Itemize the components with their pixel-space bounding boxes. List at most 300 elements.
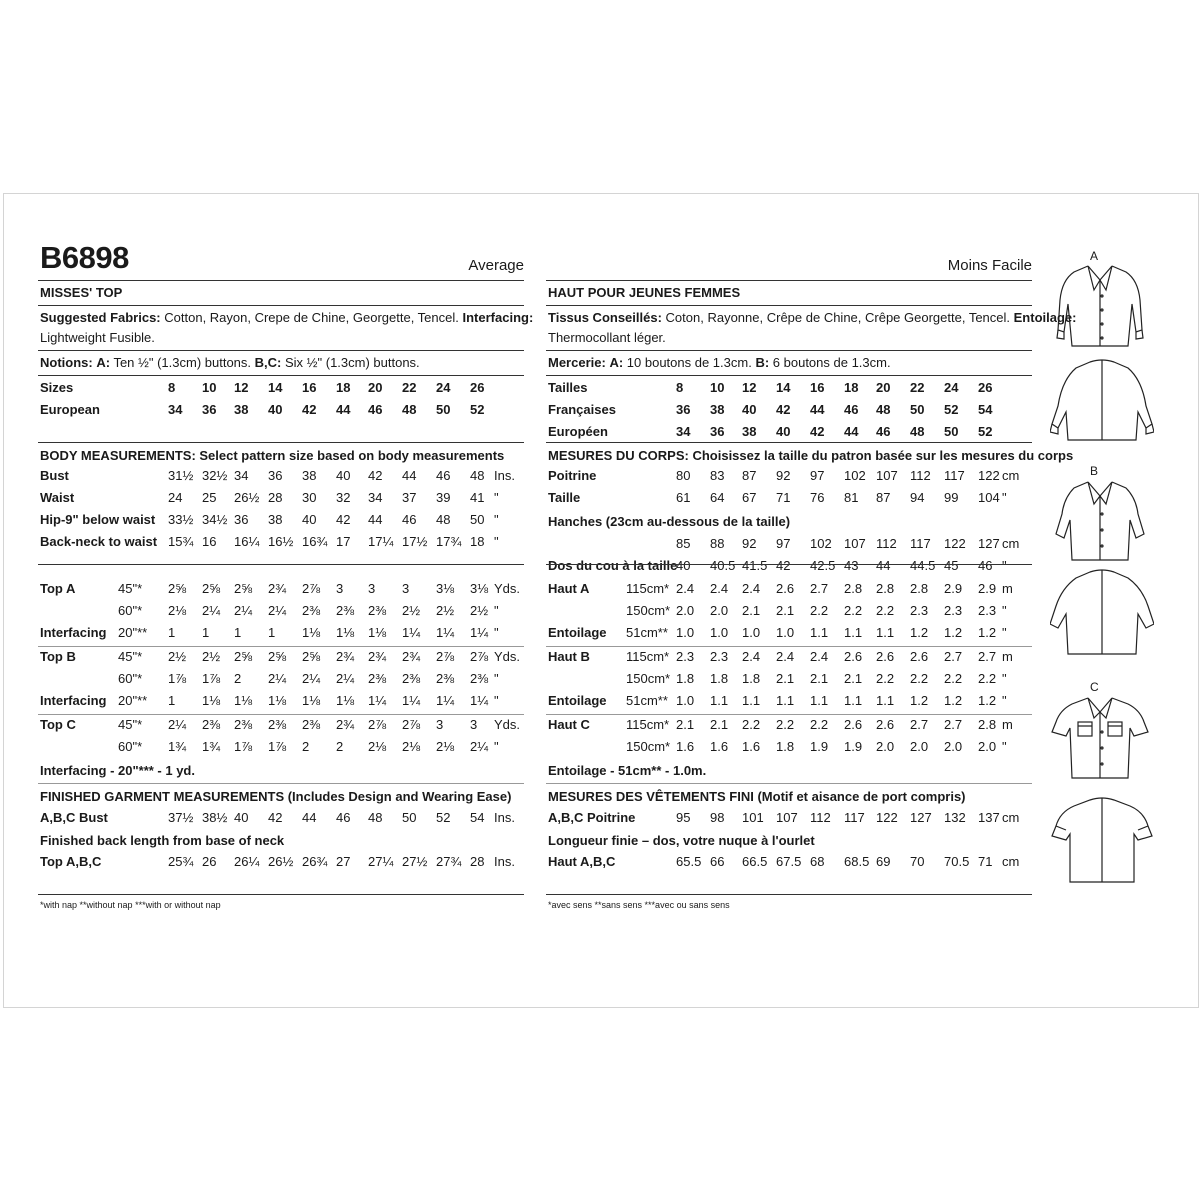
divider	[546, 375, 1032, 376]
table-cell: 1	[234, 625, 242, 640]
row-width: 45"*	[118, 649, 143, 664]
row-unit: "	[1002, 693, 1007, 708]
table-cell: 16¼	[234, 534, 260, 549]
table-cell: 2⅞	[368, 717, 387, 732]
table-row	[546, 739, 1032, 759]
table-row	[546, 380, 1032, 400]
table-cell: 42	[810, 424, 825, 439]
table-cell: 1.1	[876, 693, 895, 708]
fabrics-line: Suggested Fabrics: Cotton, Rayon, Crepe de Chine, Georgette, Tencel. Interfacing:	[40, 310, 534, 325]
row-width: 150cm*	[626, 603, 671, 618]
table-row	[546, 671, 1032, 691]
table-cell: 43	[844, 558, 859, 573]
table-row	[546, 581, 1032, 601]
table-cell: 2⅝	[234, 581, 253, 596]
footnote: *avec sens **sans sens ***avec ou sans sens	[548, 900, 730, 910]
row-label: Haut A	[548, 581, 590, 596]
table-cell: 2.2	[810, 717, 829, 732]
row-label: A,B,C Bust	[40, 810, 108, 825]
row-label: Entoilage	[548, 625, 607, 640]
table-cell: 1⅞	[168, 671, 187, 686]
table-cell: 122	[876, 810, 898, 825]
table-cell: 1⅛	[302, 625, 321, 640]
table-cell: 1.2	[978, 693, 997, 708]
table-cell: 42.5	[810, 558, 836, 573]
finished-measurements-heading: MESURES DES VÊTEMENTS FINI (Motif et aisance de port compris)	[548, 789, 966, 804]
table-cell: 24	[944, 380, 959, 395]
interfacing-c: Interfacing - 20"*** - 1 yd.	[40, 763, 195, 778]
table-cell: 1.0	[676, 625, 695, 640]
table-cell: 66	[710, 854, 725, 869]
table-cell: 1¼	[436, 693, 455, 708]
table-cell: 2.0	[978, 739, 997, 754]
table-cell: 101	[742, 810, 764, 825]
notions-line: Mercerie: A: 10 boutons de 1.3cm. B: 6 boutons de 1.3cm.	[548, 355, 891, 370]
table-cell: 30	[302, 490, 317, 505]
table-cell: 1⅞	[234, 739, 253, 754]
table-cell: 1.6	[742, 739, 761, 754]
table-cell: 2⅛	[402, 739, 421, 754]
table-cell: 2½	[470, 603, 489, 618]
row-unit: Ins.	[494, 810, 515, 825]
table-cell: 2.4	[810, 649, 829, 664]
table-cell: 3⅛	[436, 581, 455, 596]
table-cell: 44.5	[910, 558, 936, 573]
divider	[546, 783, 1032, 784]
table-cell: 32½	[202, 468, 228, 483]
row-width: 115cm*	[626, 649, 670, 664]
table-cell: 2¼	[336, 671, 355, 686]
table-cell: 1.2	[910, 693, 929, 708]
divider	[38, 564, 524, 565]
table-cell: 104	[978, 490, 1000, 505]
table-cell: 2.6	[844, 649, 863, 664]
row-label: Interfacing	[40, 693, 107, 708]
row-width: 20"**	[118, 693, 148, 708]
table-cell: 2.4	[676, 581, 695, 596]
table-cell: 2.2	[910, 671, 929, 686]
row-width: 20"**	[118, 625, 148, 640]
table-cell: 1⅞	[268, 739, 287, 754]
table-cell: 2⅜	[436, 671, 455, 686]
table-cell: 34½	[202, 512, 228, 527]
table-cell: 2¼	[202, 603, 221, 618]
divider	[546, 714, 1032, 715]
row-label: Haut A,B,C	[548, 854, 616, 869]
row-label: Européen	[548, 424, 608, 439]
row-label: Top A,B,C	[40, 854, 102, 869]
table-cell: 26¼	[234, 854, 260, 869]
row-label: Tailles	[548, 380, 588, 395]
table-cell: 2¾	[336, 649, 355, 664]
table-cell: 1⅛	[336, 625, 355, 640]
row-label: Interfacing	[40, 625, 107, 640]
table-cell: 2.9	[978, 581, 997, 596]
table-cell: 42	[302, 402, 317, 417]
table-cell: 26½	[268, 854, 294, 869]
interfacing-text: Lightweight Fusible.	[40, 330, 155, 345]
table-cell: 44	[302, 810, 317, 825]
row-label: Top A	[40, 581, 76, 596]
table-cell: 1.0	[776, 625, 795, 640]
row-label: Back-neck to waist	[40, 534, 158, 549]
body-measurements-heading: BODY MEASUREMENTS: Select pattern size based on body measurements	[40, 448, 505, 463]
table-cell: 45	[944, 558, 959, 573]
table-cell: 1¾	[168, 739, 187, 754]
table-cell: 25	[202, 490, 217, 505]
row-width: 115cm*	[626, 581, 670, 596]
table-cell: 48	[876, 402, 891, 417]
table-cell: 48	[368, 810, 383, 825]
table-cell: 2.3	[676, 649, 695, 664]
table-cell: 28	[268, 490, 283, 505]
table-cell: 2.0	[710, 603, 729, 618]
table-cell: 1.1	[844, 625, 863, 640]
row-width: 51cm**	[626, 625, 668, 640]
table-cell: 48	[402, 402, 417, 417]
table-cell: 17¾	[436, 534, 462, 549]
table-cell: 61	[676, 490, 691, 505]
row-width: 60"*	[118, 671, 143, 686]
row-unit: "	[1002, 671, 1007, 686]
table-cell: 95	[676, 810, 691, 825]
table-cell: 1	[202, 625, 210, 640]
table-cell: 1¼	[368, 693, 387, 708]
table-cell: 46	[368, 402, 383, 417]
table-cell: 2⅝	[168, 581, 187, 596]
table-cell: 40	[234, 810, 249, 825]
row-unit: m	[1002, 649, 1013, 664]
table-cell: 98	[710, 810, 725, 825]
table-cell: 40	[336, 468, 351, 483]
table-cell: 52	[978, 424, 993, 439]
table-cell: 1.1	[810, 625, 829, 640]
table-cell: 76	[810, 490, 825, 505]
table-cell: 1.6	[676, 739, 695, 754]
table-cell: 1¼	[402, 625, 421, 640]
table-cell: 2⅛	[368, 739, 387, 754]
row-unit: cm	[1002, 810, 1020, 825]
table-cell: 2.1	[776, 671, 795, 686]
table-cell: 2¾	[402, 649, 421, 664]
table-cell: 112	[910, 468, 931, 483]
table-cell: 1.8	[776, 739, 795, 754]
table-cell: 17	[336, 534, 351, 549]
table-cell: 36	[234, 512, 249, 527]
row-label: A,B,C Poitrine	[548, 810, 636, 825]
divider	[546, 894, 1032, 895]
row-width: 115cm*	[626, 717, 670, 732]
table-cell: 102	[844, 468, 866, 483]
row-unit: "	[1002, 558, 1007, 573]
table-cell: 2¼	[268, 603, 287, 618]
table-cell: 97	[776, 536, 791, 551]
table-cell: 38	[302, 468, 317, 483]
row-unit: m	[1002, 581, 1013, 596]
table-cell: 48	[910, 424, 925, 439]
table-cell: 2⅜	[302, 717, 321, 732]
table-cell: 2.6	[876, 717, 895, 732]
view-b-front-drawing	[1050, 476, 1150, 564]
divider	[546, 350, 1032, 351]
table-cell: 36	[202, 402, 217, 417]
table-cell: 1.2	[910, 625, 929, 640]
table-cell: 2.8	[910, 581, 929, 596]
table-cell: 2¼	[470, 739, 489, 754]
table-cell: 40	[676, 558, 691, 573]
view-b-back-drawing	[1050, 566, 1154, 658]
table-row	[546, 402, 1032, 422]
table-cell: 2.2	[844, 603, 863, 618]
table-cell: 2.0	[876, 739, 895, 754]
table-cell: 1.0	[742, 625, 761, 640]
table-row	[38, 810, 524, 830]
view-c-back-drawing	[1050, 794, 1154, 886]
table-cell: 1.9	[844, 739, 863, 754]
table-cell: 40.5	[710, 558, 736, 573]
table-cell: 85	[676, 536, 691, 551]
table-cell: 2.0	[676, 603, 695, 618]
table-cell: 2⅝	[302, 649, 321, 664]
table-cell: 2.3	[910, 603, 929, 618]
table-cell: 2.1	[776, 603, 795, 618]
table-cell: 42	[268, 810, 283, 825]
table-cell: 64	[710, 490, 725, 505]
table-cell: 26¾	[302, 854, 328, 869]
table-cell: 102	[810, 536, 832, 551]
table-cell: 12	[742, 380, 757, 395]
table-cell: 38	[710, 402, 725, 417]
row-unit: Ins.	[494, 854, 515, 869]
table-cell: 27½	[402, 854, 428, 869]
row-unit: cm	[1002, 536, 1020, 551]
row-unit: "	[494, 603, 499, 618]
table-cell: 2¾	[268, 581, 287, 596]
table-cell: 2⅞	[402, 717, 421, 732]
row-label: European	[40, 402, 100, 417]
table-cell: 48	[436, 512, 451, 527]
table-cell: 42	[336, 512, 351, 527]
row-width: 45"*	[118, 581, 143, 596]
row-unit: "	[494, 671, 499, 686]
table-cell: 2.4	[742, 649, 761, 664]
table-cell: 34	[676, 424, 691, 439]
table-cell: 107	[776, 810, 798, 825]
table-cell: 1⅛	[302, 693, 321, 708]
table-cell: 2.2	[876, 671, 895, 686]
table-cell: 44	[810, 402, 825, 417]
table-cell: 10	[202, 380, 217, 395]
table-cell: 16½	[268, 534, 294, 549]
table-cell: 3	[368, 581, 376, 596]
table-cell: 24	[168, 490, 183, 505]
table-row	[38, 490, 524, 510]
table-cell: 14	[268, 380, 283, 395]
table-cell: 27¼	[368, 854, 394, 869]
table-row	[38, 693, 524, 713]
table-cell: 1.9	[810, 739, 829, 754]
table-cell: 44	[336, 402, 351, 417]
divider	[38, 350, 524, 351]
table-row	[546, 536, 1032, 556]
divider	[38, 280, 524, 281]
table-row	[546, 649, 1032, 669]
table-cell: 2⅜	[302, 603, 321, 618]
divider	[38, 305, 524, 306]
table-cell: 2.0	[944, 739, 963, 754]
table-row	[546, 424, 1032, 444]
table-cell: 127	[978, 536, 1000, 551]
table-row	[546, 693, 1032, 713]
table-cell: 2.1	[742, 603, 761, 618]
table-cell: 50	[436, 402, 451, 417]
view-c-label: C	[1090, 680, 1099, 694]
table-cell: 70.5	[944, 854, 970, 869]
table-cell: 27¾	[436, 854, 462, 869]
table-cell: 122	[944, 536, 966, 551]
table-cell: 44	[368, 512, 383, 527]
table-cell: 40	[268, 402, 283, 417]
row-unit: Yds.	[494, 717, 521, 732]
pattern-number: B6898	[40, 240, 129, 275]
table-cell: 1.1	[742, 693, 761, 708]
table-cell: 44	[844, 424, 859, 439]
table-row	[546, 603, 1032, 623]
table-cell: 40	[742, 402, 757, 417]
row-label: Haut C	[548, 717, 590, 732]
table-cell: 2.6	[876, 649, 895, 664]
table-cell: 2.4	[742, 581, 761, 596]
row-unit: "	[494, 512, 499, 527]
table-cell: 92	[776, 468, 791, 483]
table-cell: 2.4	[776, 649, 795, 664]
table-cell: 10	[710, 380, 725, 395]
table-row	[38, 402, 524, 422]
difficulty-level: Moins Facile	[947, 257, 1032, 274]
table-cell: 2⅜	[368, 671, 387, 686]
table-cell: 67.5	[776, 854, 802, 869]
view-a-label: A	[1090, 249, 1099, 263]
table-cell: 2⅛	[436, 739, 455, 754]
table-cell: 20	[876, 380, 891, 395]
table-row	[546, 854, 1032, 874]
fabrics-line: Tissus Conseillés: Coton, Rayonne, Crêpe de Chine, Crêpe Georgette, Tencel. Entoilage:	[548, 310, 1077, 325]
table-cell: 1⅛	[336, 693, 355, 708]
table-cell: 26	[978, 380, 993, 395]
row-label: Haut B	[548, 649, 590, 664]
table-cell: 2⅜	[234, 717, 253, 732]
body-measurements-heading: MESURES DU CORPS: Choisissez la taille du patron basée sur les mesures du corps	[548, 448, 1074, 463]
table-cell: 67	[742, 490, 757, 505]
divider	[546, 280, 1032, 281]
table-cell: 1.8	[676, 671, 695, 686]
table-cell: 2½	[436, 603, 455, 618]
table-cell: 3⅛	[470, 581, 489, 596]
table-cell: 1.2	[944, 625, 963, 640]
table-cell: 2½	[402, 603, 421, 618]
table-cell: 99	[944, 490, 959, 505]
table-cell: 2	[234, 671, 242, 686]
table-cell: 1	[168, 625, 176, 640]
row-unit: Ins.	[494, 468, 515, 483]
row-unit: "	[494, 534, 499, 549]
table-cell: 2⅛	[168, 603, 187, 618]
table-cell: 36	[676, 402, 691, 417]
table-cell: 2.2	[944, 671, 963, 686]
table-cell: 2.7	[944, 717, 963, 732]
table-cell: 1⅛	[202, 693, 221, 708]
table-cell: 3	[436, 717, 444, 732]
table-cell: 26	[202, 854, 217, 869]
table-cell: 87	[742, 468, 757, 483]
table-cell: 1.0	[710, 625, 729, 640]
row-unit: cm	[1002, 854, 1020, 869]
table-cell: 1.8	[710, 671, 729, 686]
table-cell: 1.1	[876, 625, 895, 640]
row-label: Taille	[548, 490, 581, 505]
table-cell: 97	[810, 468, 825, 483]
table-cell: 34	[234, 468, 249, 483]
table-cell: 24	[436, 380, 451, 395]
table-cell: 2.1	[710, 717, 729, 732]
table-cell: 1⅛	[234, 693, 253, 708]
table-cell: 2.6	[776, 581, 795, 596]
table-cell: 132	[944, 810, 966, 825]
table-row	[38, 603, 524, 623]
table-cell: 46	[876, 424, 891, 439]
table-cell: 50	[910, 402, 925, 417]
table-cell: 1¼	[470, 693, 489, 708]
hip-label: Hanches (23cm au-dessous de la taille)	[548, 514, 791, 529]
table-cell: 2.3	[978, 603, 997, 618]
table-cell: 1	[268, 625, 276, 640]
table-cell: 28	[470, 854, 485, 869]
finished-back-label: Longueur finie – dos, votre nuque à l'ourlet	[548, 833, 815, 848]
table-cell: 54	[470, 810, 485, 825]
table-cell: 42	[368, 468, 383, 483]
table-cell: 2⅜	[470, 671, 489, 686]
table-cell: 37	[402, 490, 417, 505]
table-cell: 2.2	[978, 671, 997, 686]
table-cell: 41	[470, 490, 485, 505]
table-cell: 36	[710, 424, 725, 439]
table-cell: 48	[470, 468, 485, 483]
table-cell: 3	[470, 717, 478, 732]
table-cell: 3	[402, 581, 410, 596]
table-cell: 2⅝	[268, 649, 287, 664]
table-cell: 2¼	[234, 603, 253, 618]
divider	[546, 305, 1032, 306]
row-width: 60"*	[118, 603, 143, 618]
table-cell: 2.6	[844, 717, 863, 732]
row-label: Bust	[40, 468, 69, 483]
table-row	[38, 739, 524, 759]
table-cell: 1.1	[710, 693, 729, 708]
table-cell: 20	[368, 380, 383, 395]
table-cell: 8	[676, 380, 684, 395]
table-cell: 46	[436, 468, 451, 483]
table-cell: 70	[910, 854, 925, 869]
table-cell: 1.2	[944, 693, 963, 708]
table-cell: 42	[776, 402, 791, 417]
table-cell: 40	[302, 512, 317, 527]
table-cell: 2½	[202, 649, 221, 664]
table-cell: 71	[978, 854, 993, 869]
table-cell: 2.7	[978, 649, 997, 664]
table-cell: 44	[402, 468, 417, 483]
table-cell: 2.1	[844, 671, 863, 686]
table-cell: 1.1	[810, 693, 829, 708]
